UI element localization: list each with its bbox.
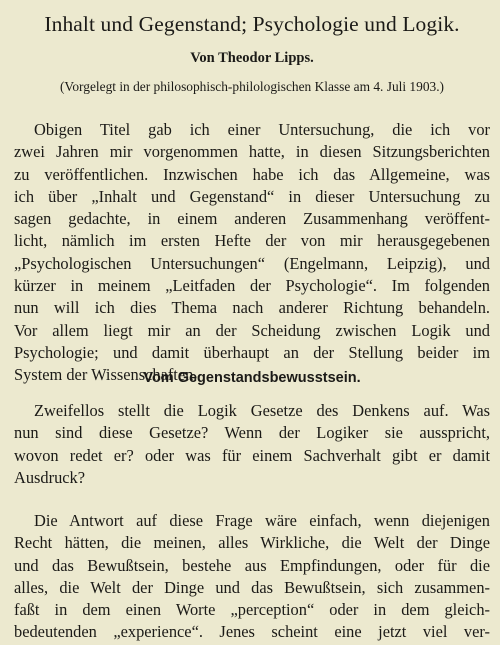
text-line: Ausdruck?	[14, 467, 86, 487]
text-line: faßt in dem einen Worte „perception“ oder in dem gleich-	[14, 600, 490, 620]
text-line: nun will ich dies Thema nach anderer Richtung behandeln.	[14, 298, 490, 318]
text-line: nun sind diese Gesetze? Wenn der Logiker sie ausspricht,	[14, 423, 490, 443]
text-line: zwei Jahren mir vorgenommen hatte, in diesen Sitzungsberichten	[14, 142, 490, 162]
paragraph-intro	[14, 119, 490, 387]
text-line: kürzer in meinem „Leitfaden der Psychologie“. Im folgenden	[14, 276, 490, 296]
text-line: wovon redet er? oder was für einem Sachverhalt gibt er damit	[14, 445, 490, 465]
text-line: „Psychologischen Untersuchungen“ (Engelmann, Leipzig), und	[14, 253, 490, 273]
text-line: System der Wissenschaften.	[14, 365, 198, 385]
text-line: Obigen Titel gab ich einer Untersuchung, die ich vor	[34, 120, 490, 139]
text-line: Vor allem liegt mir an der Scheidung zwischen Logik und	[14, 320, 490, 340]
presentation-note: (Vorgelegt in der philosophisch-philologischen Klasse am 4. Juli 1903.)	[59, 79, 445, 94]
text-line: alles, die Welt der Dinge und das Bewußtsein, sich zusammen-	[14, 577, 490, 597]
section-heading: Vom Gegenstandsbewusstsein.	[143, 370, 361, 386]
document-page	[14, 0, 490, 645]
text-line: bedeutenden „experience“. Jenes scheint eine jetzt viel ver-	[14, 622, 490, 642]
paragraph-answer	[14, 510, 490, 644]
paragraph-question	[14, 400, 490, 489]
text-line: ich über „Inhalt und Gegenstand“ in dieser Untersuchung zu	[14, 186, 490, 206]
text-line: Die Antwort auf diese Frage wäre einfach, wenn diejenigen	[34, 511, 490, 530]
text-line: Recht hätten, die meinen, alles Wirkliche, die Welt der Dinge	[14, 533, 490, 553]
text-line: licht, nämlich im ersten Hefte der von mir herausgegebenen	[14, 231, 490, 251]
text-line: Psychologie; und damit überhaupt an der Stellung beider im	[14, 342, 490, 362]
text-line: und das Bewußtsein, bestehe aus Empfindungen, oder für die	[14, 555, 490, 575]
text-line: Zweifellos stellt die Logik Gesetze des Denkens auf. Was	[34, 401, 490, 420]
article-author: Von Theodor Lipps.	[190, 50, 314, 66]
text-line: sagen gedachte, in einem anderen Zusammenhang veröffent-	[14, 209, 490, 229]
text-line: zu veröffentlichen. Inzwischen habe ich das Allgemeine, was	[14, 164, 490, 184]
article-title: Inhalt und Gegenstand; Psychologie und Logik.	[44, 12, 460, 36]
